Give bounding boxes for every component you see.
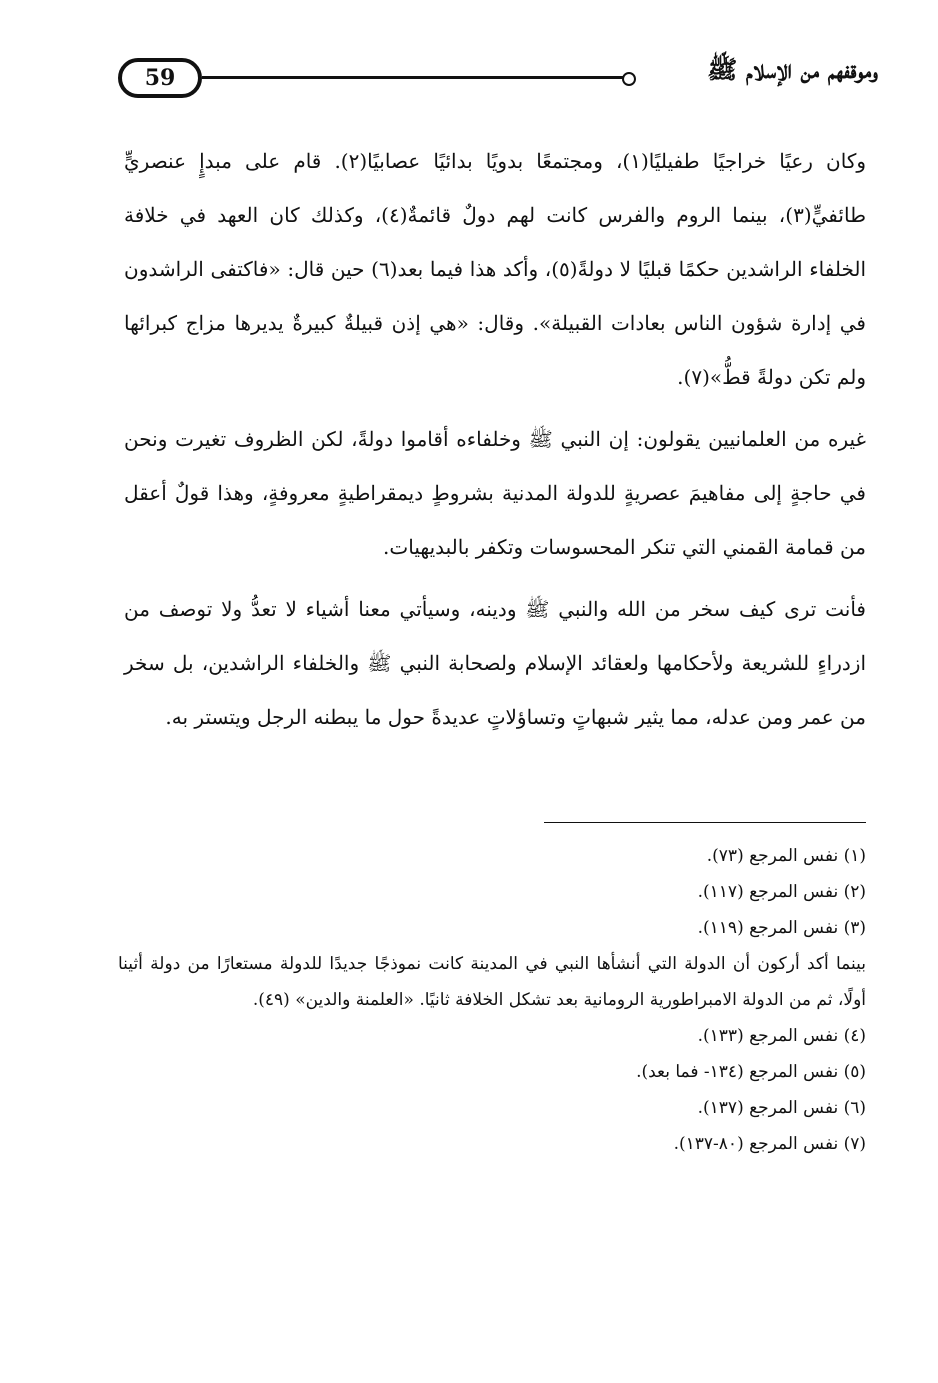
footnote: (٦) نفس المرجع (١٣٧). — [697, 1098, 866, 1118]
footnotes — [118, 838, 866, 1162]
footnote: (٢) نفس المرجع (١١٧). — [697, 882, 866, 902]
footnote: (٤) نفس المرجع (١٣٣). — [697, 1026, 866, 1046]
main-text — [124, 134, 866, 752]
paragraph: وكان رعيًا خراجيًا طفيليًا(١)، ومجتمعًا بدويًا بدائيًا عصابيًا(٢). قام على مبدإٍ عنصريٍّ طائفيٍّ(٣)، بينما الروم والفرس كانت لهم دولٌ قائمةٌ(٤)، وكذلك كان العهد في خلافة الخلفاء الراشدين حكمًا قبليًا لا دولةً(٥)، وأكد هذا فيما بعد(٦) حين قال: «فاكتفى الراشدون في إدارة شؤون الناس بعادات القبيلة». وقال: «هي إذن قبيلةٌ كبيرةٌ يديرها مزاج كبرائها ولم تكن دولةً قطُّ»(٧). — [124, 149, 867, 389]
paragraph: غيره من العلمانيين يقولون: إن النبي ﷺ وخلفاءه أقاموا دولةً، لكن الظروف تغيرت ونحن في حاجةٍ إلى مفاهيمَ عصريةٍ للدولة المدنية بشروطٍ ديمقراطيةٍ معروفةٍ، وهذا قولٌ أعقل من قمامة القمني التي تنكر المحسوسات وتكفر بالبديهيات. — [124, 427, 866, 559]
footnote: (٧) نفس المرجع (٨٠-١٣٧). — [673, 1134, 866, 1154]
footnote-note: بينما أكد أركون أن الدولة التي أنشأها النبي في المدينة كانت نموذجًا جديدًا للدولة مستعارًا من دولة أثينا أولًا، ثم من الدولة الامبراطورية الرومانية بعد تشكل الخلافة ثانيًا. «العلمنة والدين» (٤٩). — [118, 954, 866, 1010]
paragraph: فأنت ترى كيف سخر من الله والنبي ﷺ ودينه، وسيأتي معنا أشياء لا تعدُّ ولا توصف من ازدراءٍ للشريعة ولأحكامها ولعقائد الإسلام ولصحابة النبي ﷺ والخلفاء الراشدين، بل سخر من عمر ومن عدله، مما يثير شبهاتٍ وتساؤلاتٍ عديدةً حول ما يبطنه الرجل ويتستر به. — [124, 597, 866, 729]
footnote-divider — [544, 822, 866, 823]
header-divider — [202, 76, 628, 79]
page-number: 59 — [118, 58, 202, 98]
footnote: (٣) نفس المرجع (١١٩). — [697, 918, 866, 938]
footnote: (١) نفس المرجع (٧٣). — [706, 846, 866, 866]
running-title: وموقفهم من الإسلام ﷺ — [707, 55, 878, 84]
page-header — [118, 52, 878, 104]
footnote: (٥) نفس المرجع (١٣٤- فما بعد). — [636, 1062, 866, 1082]
